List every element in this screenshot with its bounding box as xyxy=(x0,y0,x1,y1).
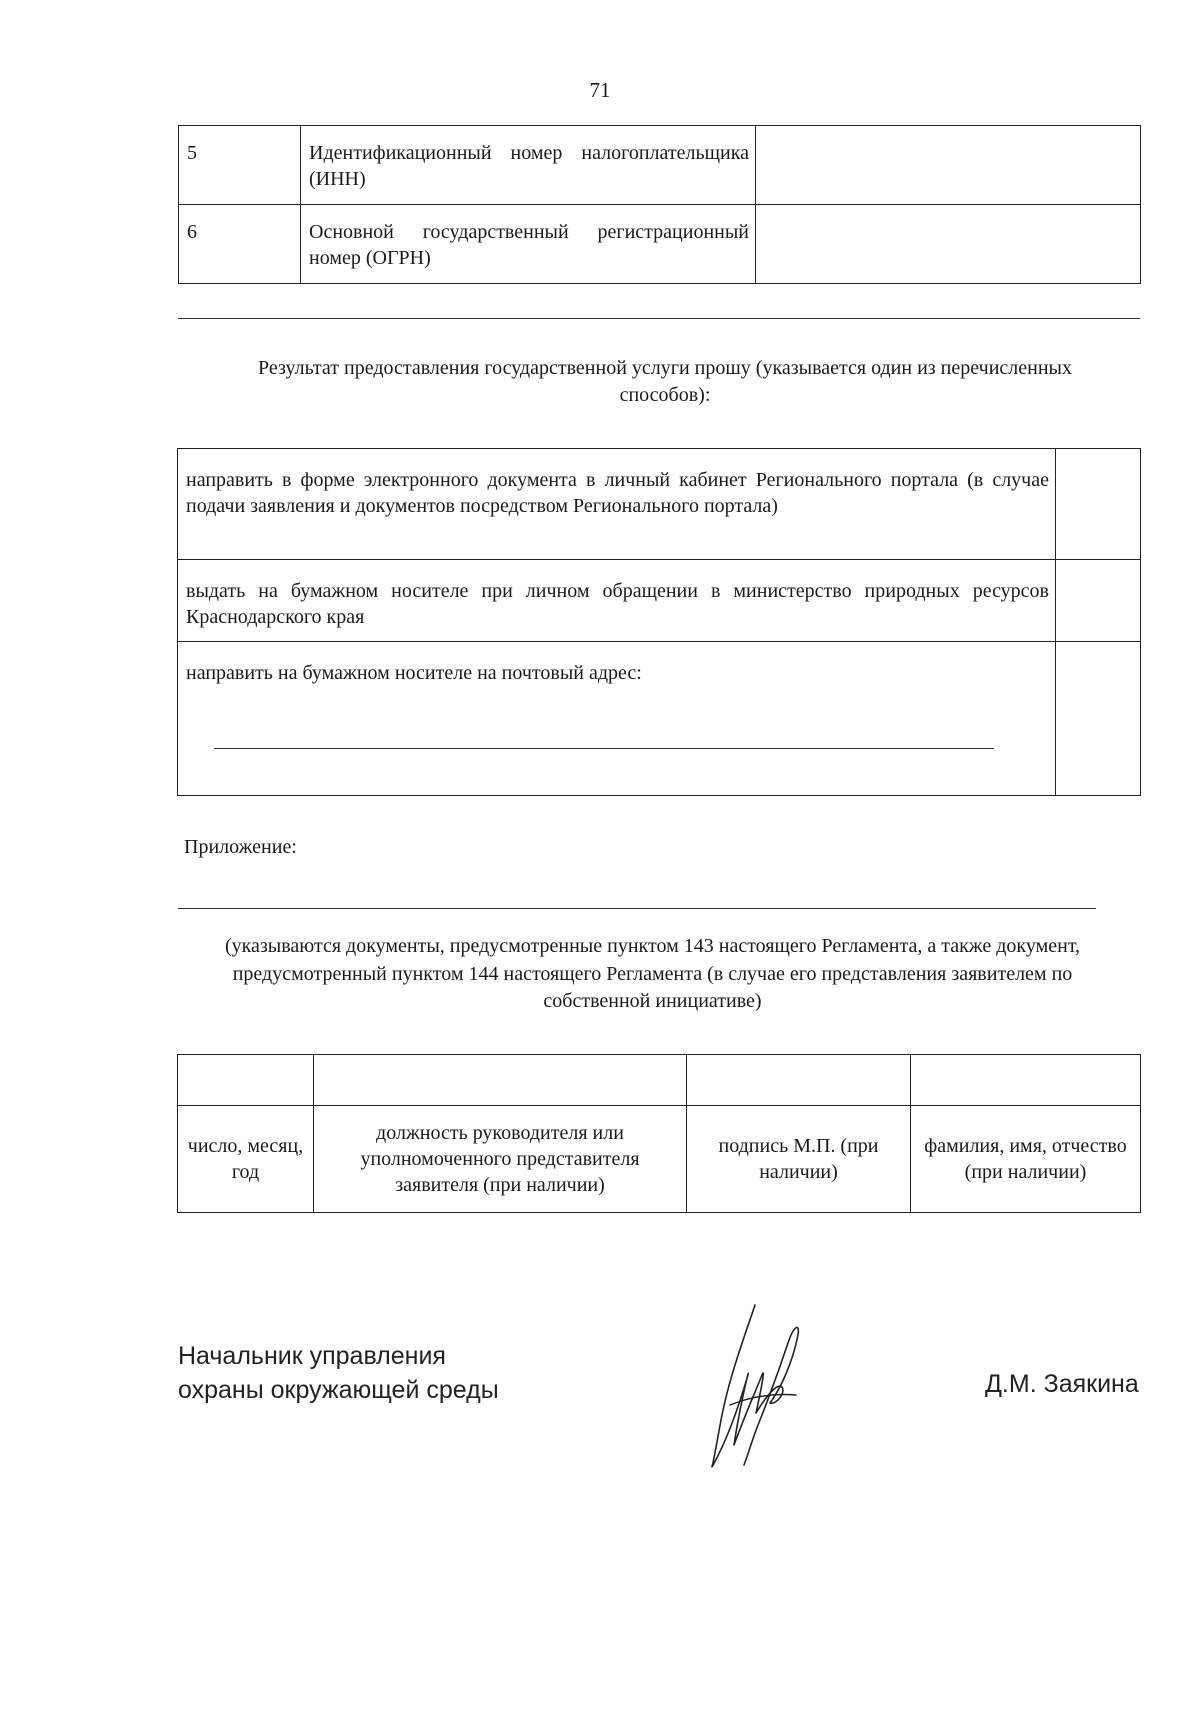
annex-note: (указываются документы, предусмотренные пунктом 143 настоящего Регламента, а также документ, предусмотренный пунктом 144 настоящего Регламента (в случае его представления заявителем по собственной инициативе) xyxy=(224,935,1081,1013)
table-row xyxy=(178,1106,1141,1213)
row-value-inn[interactable] xyxy=(756,126,1141,205)
section-divider xyxy=(178,318,1140,319)
caption-date: число, месяц, год xyxy=(178,1106,314,1213)
caption-full-name: фамилия, имя, отчество (при наличии) xyxy=(911,1106,1141,1213)
annex-line[interactable] xyxy=(178,908,1096,909)
full-name-field[interactable] xyxy=(911,1055,1141,1106)
row-number: 6 xyxy=(179,205,301,284)
signer-position-line1: Начальник управления xyxy=(178,1342,446,1370)
signature-icon xyxy=(700,1295,820,1475)
page-number: 71 xyxy=(589,78,611,102)
table-row xyxy=(179,126,1141,205)
row-value-ogrn[interactable] xyxy=(756,205,1141,284)
option-paper-by-mail-label: направить на бумажном носителе на почтовый адрес: xyxy=(186,661,642,684)
table-row xyxy=(179,205,1141,284)
date-field[interactable] xyxy=(178,1055,314,1106)
annex-label: Приложение: xyxy=(184,836,297,858)
result-method-table xyxy=(177,448,1141,796)
row-number: 5 xyxy=(179,126,301,205)
option-paper-by-mail xyxy=(178,641,1056,795)
option-electronic-checkbox[interactable] xyxy=(1056,449,1141,560)
identifiers-table xyxy=(178,125,1141,284)
result-heading: Результат предоставления государственной услуги прошу (указывается один из перечисленных способов): xyxy=(258,357,1072,406)
signer-position-line2: охраны окружающей среды xyxy=(178,1375,499,1404)
row-label-inn: Идентификационный номер налогоплательщика (ИНН) xyxy=(301,126,756,205)
postal-address-line[interactable] xyxy=(214,748,994,795)
caption-signature: подпись М.П. (при наличии) xyxy=(687,1106,911,1213)
table-row xyxy=(178,641,1141,795)
option-electronic: направить в форме электронного документа в личный кабинет Регионального портала (в случае подачи заявления и документов посредством Регионального портала) xyxy=(178,449,1056,560)
signer-name: Д.М. Заякина xyxy=(985,1370,1139,1398)
option-paper-in-person-checkbox[interactable] xyxy=(1056,560,1141,642)
signature-table xyxy=(177,1054,1141,1213)
signature-field[interactable] xyxy=(687,1055,911,1106)
table-row xyxy=(178,1055,1141,1106)
option-paper-in-person: выдать на бумажном носителе при личном обращении в министерство природных ресурсов Краснодарского края xyxy=(178,560,1056,642)
caption-position: должность руководителя или уполномоченного представителя заявителя (при наличии) xyxy=(314,1106,687,1213)
signer-position xyxy=(178,1340,499,1408)
option-paper-by-mail-checkbox[interactable] xyxy=(1056,641,1141,795)
position-field[interactable] xyxy=(314,1055,687,1106)
table-row xyxy=(178,560,1141,642)
table-row xyxy=(178,449,1141,560)
handwritten-signature xyxy=(700,1295,820,1480)
row-label-ogrn: Основной государственный регистрационный номер (ОГРН) xyxy=(301,205,756,284)
